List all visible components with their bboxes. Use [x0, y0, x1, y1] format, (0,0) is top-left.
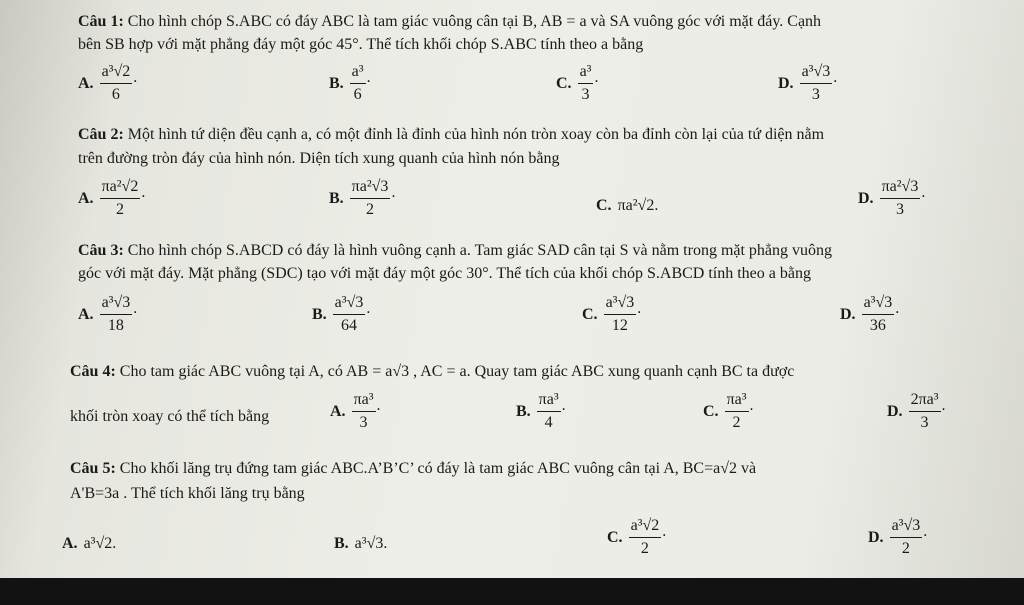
fraction [537, 390, 561, 433]
q5-label: Câu 5: [70, 460, 116, 477]
denominator: 2 [366, 201, 375, 218]
denominator: 3 [359, 414, 368, 431]
denominator: 18 [107, 317, 124, 334]
option-label: D. [778, 74, 794, 92]
fraction [725, 390, 749, 433]
q2-line2: trên đường tròn đáy của hình nón. Diện tích xung quanh của hình nón bằng [78, 150, 560, 167]
q5-option-a[interactable] [62, 535, 116, 553]
q4-text-1: Cho tam giác ABC vuông tại A, có AB = a√3 , AC = a. Quay tam giác ABC xung quanh cạnh BC ta được [119, 363, 795, 380]
option-label: A. [78, 74, 94, 92]
numerator: a³ [350, 62, 366, 84]
q5-line1 [70, 460, 756, 478]
q3-line2: góc với mặt đáy. Mặt phẳng (SDC) tạo với mặt đáy một góc 30°. Thể tích của khối chóp S.ABCD tính theo a bằng [78, 265, 811, 282]
denominator: 3 [920, 414, 929, 431]
option-label: B. [329, 189, 344, 207]
denominator: 3 [811, 86, 820, 103]
numerator: a³√3 [890, 516, 923, 538]
option-label: D. [858, 189, 874, 207]
dark-background-strip [0, 578, 1024, 605]
q5-option-d[interactable]: D. $\frac{\text{a³√3}}{2}$ . [868, 517, 928, 557]
q5-option-b[interactable] [334, 535, 387, 553]
fraction [100, 62, 133, 105]
denominator: 64 [341, 317, 358, 334]
option-value: a³√3. [354, 535, 388, 552]
q4-line1 [70, 363, 794, 381]
fraction [890, 516, 923, 559]
q5-line2: A'B=3a . Thể tích khối lăng trụ bằng [70, 485, 305, 502]
fraction [880, 177, 921, 220]
numerator: πa³ [352, 390, 376, 412]
fraction [350, 177, 391, 220]
option-label: D. [887, 402, 903, 420]
numerator: πa³ [537, 390, 561, 412]
denominator: 2 [115, 201, 124, 218]
denominator: 3 [581, 86, 590, 103]
fraction [604, 293, 637, 336]
fraction [352, 390, 376, 433]
numerator: a³√3 [333, 293, 366, 315]
q3-line1 [78, 242, 832, 260]
q2-option-b[interactable]: B. $\frac{\text{πa²√3}}{2}$ . [329, 178, 396, 218]
option-label: A. [330, 402, 346, 420]
fraction [333, 293, 366, 336]
fraction [350, 62, 366, 105]
fraction [100, 293, 133, 336]
denominator: 2 [901, 540, 910, 557]
fraction [100, 177, 141, 220]
numerator: a³√2 [629, 516, 662, 538]
denominator: 4 [544, 414, 553, 431]
q3-option-d[interactable]: D. $\frac{\text{a³√3}}{36}$ . [840, 294, 900, 334]
numerator: a³√3 [800, 62, 833, 84]
numerator: a³√3 [862, 293, 895, 315]
denominator: 36 [869, 317, 886, 334]
option-label: C. [556, 74, 572, 92]
q1-option-c[interactable]: C. $\frac{\text{a³}}{3}$ . [556, 63, 599, 103]
q1-line1 [78, 13, 821, 31]
q2-label: Câu 2: [78, 126, 124, 143]
q1-text-1: Cho hình chóp S.ABC có đáy ABC là tam giác vuông cân tại B, AB = a và SA vuông góc với mặt đáy. Cạnh [127, 13, 822, 30]
q3-option-b[interactable]: B. $\frac{\text{a³√3}}{64}$ . [312, 294, 371, 334]
q5-text-1: Cho khối lăng trụ đứng tam giác ABC.A’B’C’ có đáy là tam giác ABC vuông cân tại A, BC=a√2 và [119, 460, 757, 477]
q1-option-b[interactable]: B. $\frac{\text{a³}}{6}$ . [329, 63, 371, 103]
option-label: A. [78, 305, 94, 323]
q2-option-a[interactable]: A. $\frac{\text{πa²√2}}{2}$ . [78, 178, 146, 218]
option-label: D. [840, 305, 856, 323]
fraction [862, 293, 895, 336]
numerator: a³√3 [100, 293, 133, 315]
denominator: 12 [611, 317, 628, 334]
q1-option-d[interactable]: D. $\frac{\text{a³√3}}{3}$ . [778, 63, 838, 103]
q1-line2: bên SB hợp với mặt phẳng đáy một góc 45°. Thể tích khối chóp S.ABC tính theo a bằng [78, 36, 644, 53]
option-label: B. [329, 74, 344, 92]
option-label: C. [596, 197, 612, 214]
q3-text-1: Cho hình chóp S.ABCD có đáy là hình vuông cạnh a. Tam giác SAD cân tại S và nằm trong mặt phẳng vuông [127, 242, 833, 259]
numerator: a³ [578, 62, 594, 84]
q3-label: Câu 3: [78, 242, 124, 259]
numerator: πa²√3 [350, 177, 391, 199]
option-label: B. [516, 402, 531, 420]
option-label: C. [582, 305, 598, 323]
q4-line2: khối tròn xoay có thể tích bằng [70, 408, 270, 425]
fraction [909, 390, 941, 433]
q4-option-c[interactable]: C. $\frac{\text{πa³}}{2}$ . [703, 391, 754, 431]
q3-option-c[interactable]: C. $\frac{\text{a³√3}}{12}$ . [582, 294, 642, 334]
numerator: πa²√2 [100, 177, 141, 199]
numerator: a³√2 [100, 62, 133, 84]
q5-option-c[interactable]: C. $\frac{\text{a³√2}}{2}$ . [607, 517, 667, 557]
q4-option-d[interactable]: D. $\frac{\text{2πa³}}{3}$ . [887, 391, 946, 431]
option-value: a³√2. [83, 535, 117, 552]
fraction [629, 516, 662, 559]
q3-option-a[interactable]: A. $\frac{\text{a³√3}}{18}$ . [78, 294, 138, 334]
denominator: 2 [732, 414, 741, 431]
fraction [578, 62, 594, 105]
q1-option-a[interactable]: A. $\frac{\text{a³√2}}{6}$ . [78, 63, 138, 103]
q1-label: Câu 1: [78, 13, 124, 30]
q4-option-b[interactable]: B. $\frac{\text{πa³}}{4}$ . [516, 391, 566, 431]
option-label: C. [703, 402, 719, 420]
denominator: 6 [111, 86, 120, 103]
q2-line1 [78, 126, 824, 144]
q2-option-c[interactable] [596, 197, 658, 215]
option-label: B. [334, 535, 349, 552]
numerator: 2πa³ [909, 390, 941, 412]
denominator: 2 [640, 540, 649, 557]
q2-option-d[interactable]: D. $\frac{\text{πa²√3}}{3}$ . [858, 178, 926, 218]
option-label: A. [78, 189, 94, 207]
numerator: a³√3 [604, 293, 637, 315]
option-label: A. [62, 535, 78, 552]
denominator: 3 [895, 201, 904, 218]
q4-label: Câu 4: [70, 363, 116, 380]
q2-text-1: Một hình tứ diện đều cạnh a, có một đỉnh là đỉnh của hình nón tròn xoay còn ba đỉnh còn lại của tứ diện nằm [127, 126, 825, 143]
numerator: πa³ [725, 390, 749, 412]
fraction [800, 62, 833, 105]
option-label: D. [868, 528, 884, 546]
option-value: πa²√2. [617, 197, 659, 214]
option-label: B. [312, 305, 327, 323]
option-label: C. [607, 528, 623, 546]
denominator: 6 [353, 86, 362, 103]
numerator: πa²√3 [880, 177, 921, 199]
q4-option-a[interactable]: A. $\frac{\text{πa³}}{3}$ . [330, 391, 381, 431]
